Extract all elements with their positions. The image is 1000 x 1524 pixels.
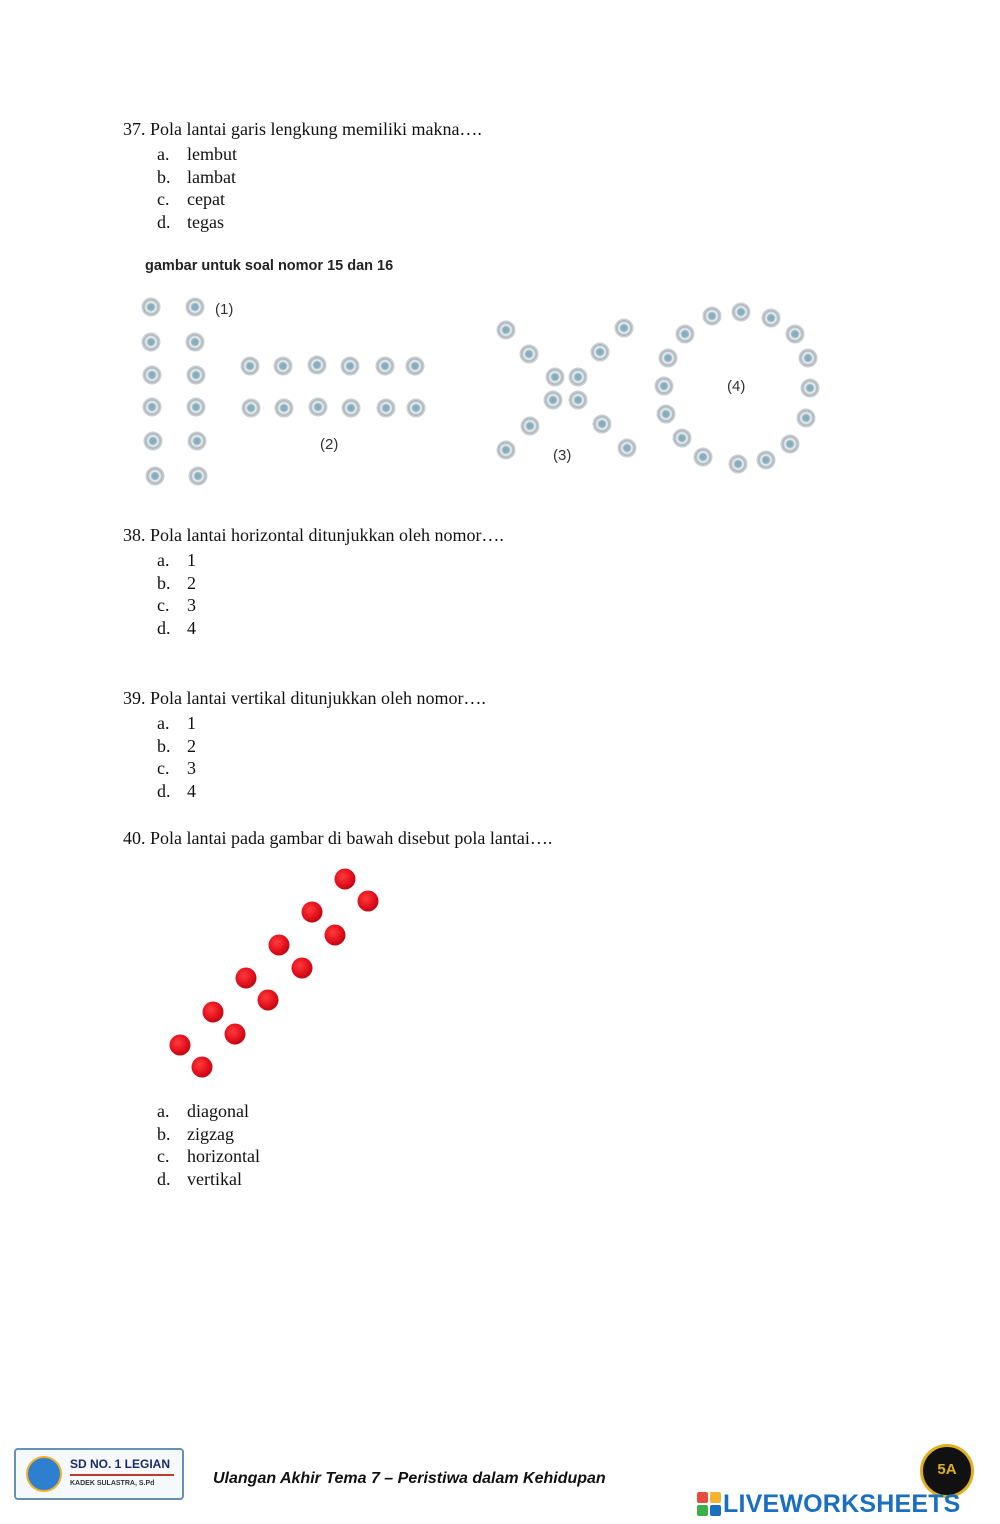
dancer-dot xyxy=(655,377,673,395)
dancer-dot xyxy=(275,399,293,417)
brand-name: LIVEWORKSHEETS xyxy=(723,1489,961,1518)
teacher-name: KADEK SULASTRA, S.Pd xyxy=(70,1480,155,1487)
pattern-label-3: (3) xyxy=(553,447,572,464)
option-b[interactable]: b. 2 xyxy=(157,735,196,756)
dancer-dot xyxy=(593,415,611,433)
dancer-dot xyxy=(591,343,609,361)
pattern-label-2: (2) xyxy=(320,436,339,453)
dancer-dot xyxy=(729,455,747,473)
options-39 xyxy=(157,712,196,802)
dancer-dot xyxy=(143,366,161,384)
option-c[interactable]: c. cepat xyxy=(157,189,225,210)
liveworksheets-brand[interactable] xyxy=(697,1489,961,1519)
footer-title: Ulangan Akhir Tema 7 – Peristiwa dalam Kehidupan xyxy=(213,1470,606,1487)
dancer-dot xyxy=(757,451,775,469)
options-40 xyxy=(157,1100,260,1190)
dancer-dot xyxy=(732,303,750,321)
dancer-dot xyxy=(342,399,360,417)
option-c[interactable]: c. 3 xyxy=(157,595,196,616)
dancer-dot xyxy=(673,429,691,447)
dancer-dot xyxy=(569,368,587,386)
dancer-dot xyxy=(497,321,515,339)
dancer-dot xyxy=(544,391,562,409)
dancer-dot xyxy=(407,399,425,417)
dancer-dot-red xyxy=(236,968,257,989)
options-38 xyxy=(157,549,196,639)
dancer-dot-red xyxy=(203,1002,224,1023)
school-emblem-icon xyxy=(26,1456,62,1492)
dancer-dot xyxy=(186,298,204,316)
dancer-dot xyxy=(797,409,815,427)
dancer-dot xyxy=(377,399,395,417)
class-badge-label: 5A xyxy=(937,1461,957,1478)
divider xyxy=(70,1474,174,1476)
dancer-dot xyxy=(801,379,819,397)
dancer-dot xyxy=(142,298,160,316)
school-logo-box xyxy=(14,1448,184,1500)
option-a[interactable]: a. 1 xyxy=(157,713,196,733)
dancer-dot xyxy=(341,357,359,375)
option-c[interactable]: c. 3 xyxy=(157,758,196,779)
dancer-dot xyxy=(497,441,515,459)
dancer-dot xyxy=(781,435,799,453)
dancer-dot xyxy=(376,357,394,375)
floor-pattern-figure xyxy=(0,0,1000,520)
dancer-dot xyxy=(703,307,721,325)
dancer-dot xyxy=(520,345,538,363)
dancer-dot xyxy=(659,349,677,367)
dancer-dot xyxy=(615,319,633,337)
dancer-dot xyxy=(786,325,804,343)
option-c[interactable]: c. horizontal xyxy=(157,1146,260,1167)
option-b[interactable]: b. zigzag xyxy=(157,1123,234,1144)
option-d[interactable]: d. 4 xyxy=(157,780,196,801)
dancer-dots xyxy=(142,298,819,485)
dancer-dot xyxy=(308,356,326,374)
dancer-dot xyxy=(694,448,712,466)
dancer-dot xyxy=(144,432,162,450)
option-a[interactable]: a. diagonal xyxy=(157,1101,249,1121)
dancer-dot-red xyxy=(302,902,323,923)
dancer-dot-red xyxy=(225,1024,246,1045)
dancer-dots-red xyxy=(170,869,379,1078)
dancer-dot xyxy=(676,325,694,343)
question-39: 39. Pola lantai vertikal ditunjukkan oleh nomor…. xyxy=(123,688,486,708)
dancer-dot xyxy=(188,432,206,450)
dancer-dot xyxy=(241,357,259,375)
dancer-dot xyxy=(521,417,539,435)
question-38: 38. Pola lantai horizontal ditunjukkan oleh nomor…. xyxy=(123,525,504,545)
dancer-dot xyxy=(187,366,205,384)
pattern-label-4: (4) xyxy=(727,378,746,395)
option-a[interactable]: a. 1 xyxy=(157,550,196,570)
school-name: SD NO. 1 LEGIAN xyxy=(70,1457,171,1471)
option-d[interactable]: d. tegas xyxy=(157,211,224,232)
option-d[interactable]: d. vertikal xyxy=(157,1168,242,1189)
dancer-dot-red xyxy=(269,935,290,956)
dancer-dot xyxy=(142,333,160,351)
dancer-dot xyxy=(146,467,164,485)
dancer-dot-red xyxy=(258,990,279,1011)
pattern-label-1: (1) xyxy=(215,301,234,318)
dancer-dot xyxy=(242,399,260,417)
dancer-dot xyxy=(189,467,207,485)
dancer-dot xyxy=(799,349,817,367)
question-40: 40. Pola lantai pada gambar di bawah disebut pola lantai…. xyxy=(123,828,553,848)
dancer-dot-red xyxy=(325,925,346,946)
dancer-dot-red xyxy=(292,958,313,979)
option-d[interactable]: d. 4 xyxy=(157,617,196,638)
diagonal-pattern-figure xyxy=(0,860,1000,1090)
dancer-dot xyxy=(406,357,424,375)
dancer-dot xyxy=(657,405,675,423)
dancer-dot xyxy=(618,439,636,457)
dancer-dot-red xyxy=(335,869,356,890)
dancer-dot xyxy=(143,398,161,416)
liveworksheets-logo-icon xyxy=(697,1492,721,1516)
dancer-dot xyxy=(546,368,564,386)
dancer-dot xyxy=(274,357,292,375)
question-37: 37. Pola lantai garis lengkung memiliki makna…. xyxy=(123,119,482,139)
dancer-dot xyxy=(187,398,205,416)
option-b[interactable]: b. 2 xyxy=(157,572,196,593)
option-b[interactable]: b. lambat xyxy=(157,166,236,187)
figure-caption: gambar untuk soal nomor 15 dan 16 xyxy=(145,258,394,274)
option-a[interactable]: a. lembut xyxy=(157,144,237,164)
dancer-dot xyxy=(762,309,780,327)
dancer-dot xyxy=(309,398,327,416)
dancer-dot xyxy=(186,333,204,351)
dancer-dot-red xyxy=(170,1035,191,1056)
dancer-dot xyxy=(569,391,587,409)
dancer-dot-red xyxy=(192,1057,213,1078)
dancer-dot-red xyxy=(358,891,379,912)
